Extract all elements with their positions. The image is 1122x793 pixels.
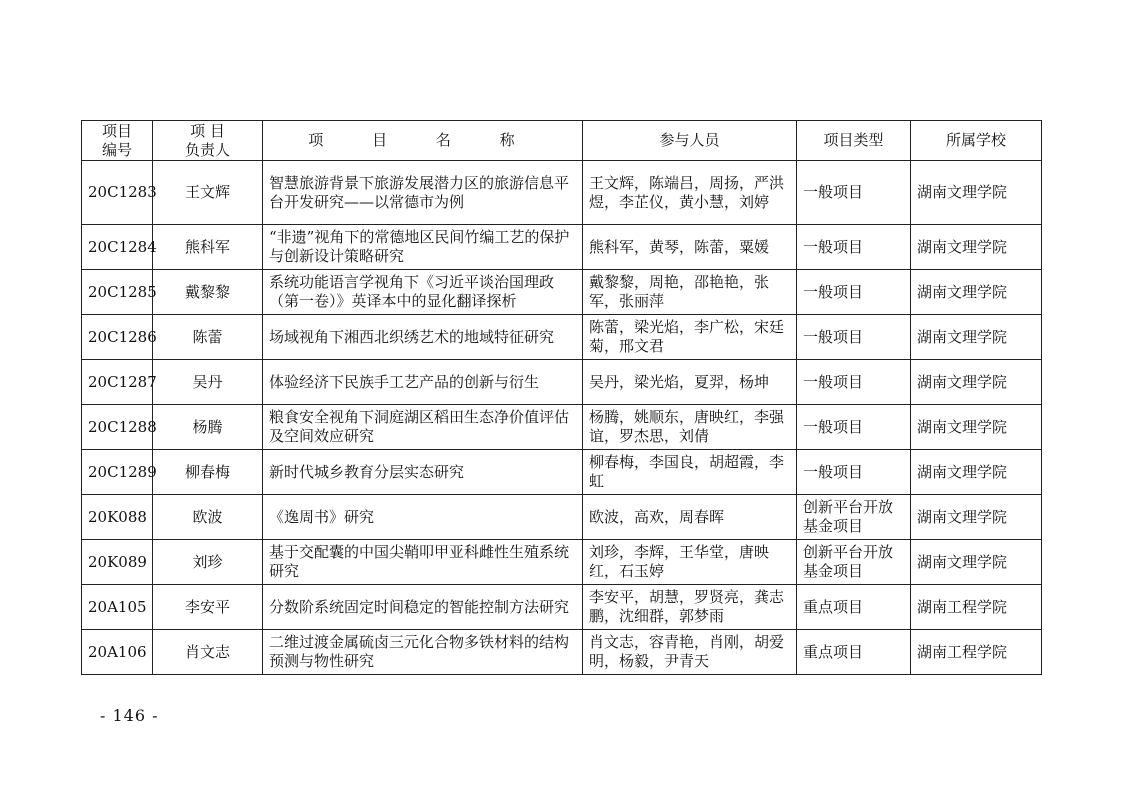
table-row xyxy=(82,225,1042,270)
project-lead: 柳春梅 xyxy=(153,450,263,495)
table-row xyxy=(82,161,1042,225)
table-row xyxy=(82,630,1042,675)
project-type: 重点项目 xyxy=(797,585,911,630)
project-school: 湖南文理学院 xyxy=(911,540,1042,585)
project-title: 《逸周书》研究 xyxy=(263,495,583,540)
project-school: 湖南工程学院 xyxy=(911,630,1042,675)
project-code: 20C1287 xyxy=(82,360,153,405)
project-type: 一般项目 xyxy=(797,450,911,495)
project-school: 湖南文理学院 xyxy=(911,270,1042,315)
project-school: 湖南文理学院 xyxy=(911,405,1042,450)
header-title-text: 项 目 名 称 xyxy=(308,131,537,149)
project-members: 欧波，高欢，周春晖 xyxy=(583,495,797,540)
project-title: 分数阶系统固定时间稳定的智能控制方法研究 xyxy=(263,585,583,630)
project-title: 基于交配囊的中国尖鞘叩甲亚科雌性生殖系统研究 xyxy=(263,540,583,585)
project-lead: 刘珍 xyxy=(153,540,263,585)
header-code-line1: 项目 xyxy=(101,121,132,140)
project-type: 创新平台开放基金项目 xyxy=(797,540,911,585)
project-table xyxy=(81,120,1042,675)
project-members: 柳春梅，李国良，胡超霞，李虹 xyxy=(583,450,797,495)
header-code-line2: 编号 xyxy=(101,140,132,159)
project-code: 20K089 xyxy=(82,540,153,585)
project-type: 重点项目 xyxy=(797,630,911,675)
project-type: 一般项目 xyxy=(797,270,911,315)
project-title: 二维过渡金属硫卤三元化合物多铁材料的结构预测与物性研究 xyxy=(263,630,583,675)
project-type: 一般项目 xyxy=(797,315,911,360)
project-code: 20K088 xyxy=(82,495,153,540)
project-members: 李安平，胡慧，罗贤亮，龚志鹏，沈细群，郭梦雨 xyxy=(583,585,797,630)
project-lead: 李安平 xyxy=(153,585,263,630)
header-code xyxy=(82,121,153,161)
project-school: 湖南文理学院 xyxy=(911,161,1042,225)
project-school: 湖南文理学院 xyxy=(911,495,1042,540)
table-header-row xyxy=(82,121,1042,161)
project-type: 一般项目 xyxy=(797,161,911,225)
header-lead xyxy=(153,121,263,161)
project-school: 湖南工程学院 xyxy=(911,585,1042,630)
project-members: 杨腾，姚顺东，唐映红，李强谊，罗杰思，刘倩 xyxy=(583,405,797,450)
project-school: 湖南文理学院 xyxy=(911,315,1042,360)
table-row xyxy=(82,495,1042,540)
project-lead: 戴黎黎 xyxy=(153,270,263,315)
project-title: 智慧旅游背景下旅游发展潜力区的旅游信息平台开发研究——以常德市为例 xyxy=(263,161,583,225)
project-members: 戴黎黎，周艳，邵艳艳，张军，张丽萍 xyxy=(583,270,797,315)
table-row xyxy=(82,315,1042,360)
project-title: 体验经济下民族手工艺产品的创新与衍生 xyxy=(263,360,583,405)
header-school: 所属学校 xyxy=(911,121,1042,161)
project-code: 20A105 xyxy=(82,585,153,630)
project-lead: 熊科军 xyxy=(153,225,263,270)
table-row xyxy=(82,270,1042,315)
project-code: 20C1289 xyxy=(82,450,153,495)
project-title: 系统功能语言学视角下《习近平谈治国理政（第一卷）》英译本中的显化翻译探析 xyxy=(263,270,583,315)
project-members: 陈蕾，梁光焰，李广松，宋廷菊，邢文君 xyxy=(583,315,797,360)
project-lead: 王文辉 xyxy=(153,161,263,225)
project-members: 熊科军，黄琴，陈蕾，粟媛 xyxy=(583,225,797,270)
page-number: - 146 - xyxy=(100,706,159,725)
project-code: 20C1288 xyxy=(82,405,153,450)
project-title: 场域视角下湘西北织绣艺术的地域特征研究 xyxy=(263,315,583,360)
project-code: 20C1283 xyxy=(82,161,153,225)
table-row xyxy=(82,360,1042,405)
table-row xyxy=(82,585,1042,630)
project-code: 20C1284 xyxy=(82,225,153,270)
project-type: 一般项目 xyxy=(797,405,911,450)
table-row xyxy=(82,405,1042,450)
project-title: 粮食安全视角下洞庭湖区稻田生态净价值评估及空间效应研究 xyxy=(263,405,583,450)
project-school: 湖南文理学院 xyxy=(911,360,1042,405)
project-lead: 欧波 xyxy=(153,495,263,540)
project-type: 一般项目 xyxy=(797,360,911,405)
project-code: 20C1285 xyxy=(82,270,153,315)
project-lead: 肖文志 xyxy=(153,630,263,675)
header-members: 参与人员 xyxy=(583,121,797,161)
project-code: 20A106 xyxy=(82,630,153,675)
project-school: 湖南文理学院 xyxy=(911,225,1042,270)
project-lead: 吴丹 xyxy=(153,360,263,405)
project-type: 创新平台开放基金项目 xyxy=(797,495,911,540)
table-row xyxy=(82,540,1042,585)
table-row xyxy=(82,450,1042,495)
project-members: 刘珍，李辉，王华堂，唐映红，石玉婷 xyxy=(583,540,797,585)
project-members: 王文辉，陈端吕，周扬，严洪煜，李芷仪，黄小慧，刘婷 xyxy=(583,161,797,225)
project-members: 吴丹，梁光焰，夏羿，杨坤 xyxy=(583,360,797,405)
header-lead-line2: 负责人 xyxy=(184,140,230,159)
project-title: 新时代城乡教育分层实态研究 xyxy=(263,450,583,495)
project-lead: 杨腾 xyxy=(153,405,263,450)
header-type: 项目类型 xyxy=(797,121,911,161)
header-title xyxy=(263,121,583,161)
project-code: 20C1286 xyxy=(82,315,153,360)
project-lead: 陈蕾 xyxy=(153,315,263,360)
project-title: “非遗”视角下的常德地区民间竹编工艺的保护与创新设计策略研究 xyxy=(263,225,583,270)
header-lead-line1: 项 目 xyxy=(190,121,225,140)
project-members: 肖文志，容青艳，肖刚，胡爱明，杨毅，尹青天 xyxy=(583,630,797,675)
project-school: 湖南文理学院 xyxy=(911,450,1042,495)
project-type: 一般项目 xyxy=(797,225,911,270)
